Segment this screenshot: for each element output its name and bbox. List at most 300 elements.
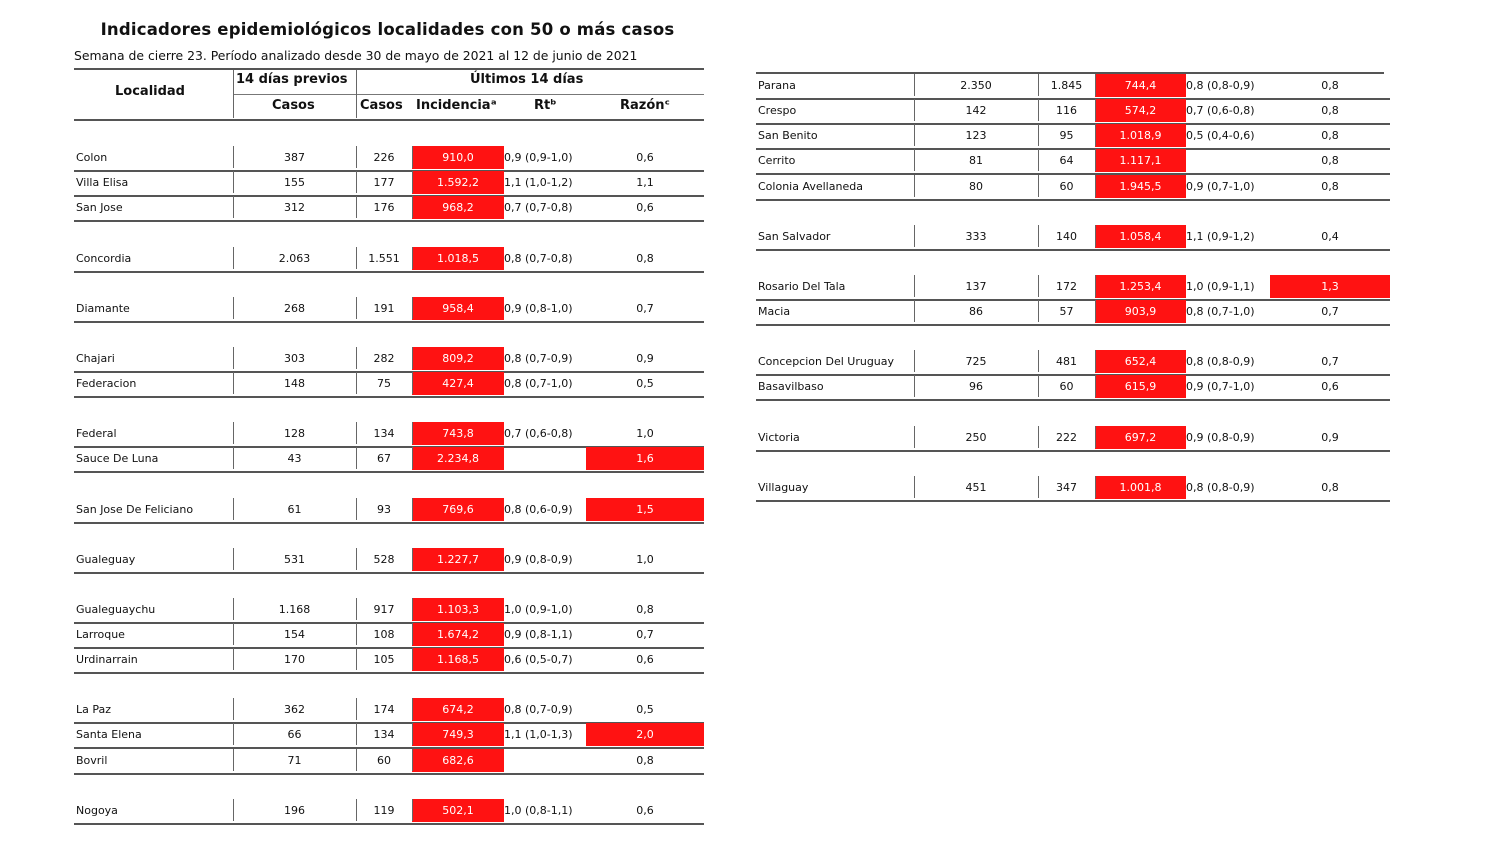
casos-previos-cell: 43: [287, 452, 302, 466]
column-divider: [412, 247, 413, 269]
razon-cell: 0,8: [1321, 179, 1339, 193]
razon-cell: 0,8: [636, 602, 654, 616]
casos-cell: 105: [373, 653, 395, 667]
localidad-cell: Sauce De Luna: [76, 452, 159, 466]
column-divider: [356, 623, 357, 645]
rt-cell: [504, 748, 586, 773]
localidad-cell: Colonia Avellaneda: [758, 179, 863, 193]
column-divider: [1095, 375, 1096, 397]
incidencia-cell: 744,4: [1095, 74, 1186, 97]
localidad-cell: Villa Elisa: [76, 176, 129, 190]
column-divider: [412, 548, 413, 570]
table-row: [756, 73, 1390, 98]
row-border: [74, 672, 704, 674]
column-divider: [356, 598, 357, 620]
column-divider: [356, 723, 357, 745]
incidencia-cell: 427,4: [412, 372, 504, 395]
rt-cell: 0,9 (0,8-1,0): [504, 301, 573, 315]
casos-cell: 282: [373, 351, 395, 365]
column-divider: [1038, 300, 1039, 322]
casos-previos-cell: 81: [969, 154, 983, 168]
row-border: [74, 396, 704, 398]
casos-previos-cell: 137: [965, 279, 987, 293]
header-casos-previos: Casos: [272, 98, 315, 113]
column-divider: [356, 372, 357, 394]
table-row: [74, 697, 704, 722]
rt-cell: 0,9 (0,7-1,0): [1186, 179, 1255, 193]
row-border: [74, 572, 704, 574]
casos-cell: 177: [373, 176, 395, 190]
casos-previos-cell: 148: [284, 377, 305, 390]
razon-cell: 0,7: [1321, 305, 1339, 318]
column-divider: [356, 698, 357, 720]
razon-cell: 2,0: [586, 723, 704, 746]
column-divider: [233, 749, 234, 771]
razon-cell: 1,6: [586, 447, 704, 470]
casos-cell: 222: [1056, 430, 1077, 444]
casos-cell: 67: [377, 452, 391, 466]
rt-cell: 0,9 (0,7-1,0): [1186, 380, 1255, 394]
table-row: [74, 798, 704, 823]
column-divider: [356, 498, 357, 520]
column-divider: [356, 347, 357, 369]
casos-previos-cell: 71: [287, 753, 302, 767]
header-ultimos-14-dias: Últimos 14 días: [470, 72, 584, 87]
column-divider: [233, 723, 234, 745]
table-title: Indicadores epidemiológicos localidades con 50 o más casos: [100, 20, 675, 39]
column-divider: [233, 598, 234, 620]
casos-previos-cell: 333: [965, 229, 987, 243]
row-border: [74, 321, 704, 323]
casos-cell: 176: [373, 201, 395, 215]
rt-cell: 0,9 (0,9-1,0): [504, 151, 573, 165]
localidad-cell: Colon: [76, 151, 108, 165]
column-divider: [412, 598, 413, 620]
column-divider: [914, 375, 915, 397]
incidencia-cell: 1.018,9: [1095, 124, 1186, 147]
table-row: [74, 246, 704, 271]
localidad-cell: Crespo: [758, 104, 797, 118]
rt-cell: 0,8 (0,7-1,0): [1186, 305, 1255, 318]
casos-cell: 116: [1056, 104, 1077, 118]
table-row: [74, 170, 704, 195]
casos-cell: 108: [373, 628, 395, 641]
incidencia-cell: 968,2: [412, 196, 504, 219]
table-row: [756, 349, 1390, 374]
table-row: [756, 475, 1390, 500]
casos-cell: 60: [377, 753, 391, 767]
rt-cell: 1,1 (0,9-1,2): [1186, 229, 1255, 243]
row-border: [74, 471, 704, 473]
rt-cell: 0,7 (0,6-0,8): [504, 427, 573, 441]
casos-cell: 134: [373, 427, 395, 441]
casos-previos-cell: 142: [965, 104, 987, 118]
table-row: [74, 346, 704, 371]
column-divider: [1095, 350, 1096, 372]
razon-cell: 0,5: [636, 377, 654, 390]
table-row: [756, 299, 1390, 324]
column-divider: [1095, 124, 1096, 146]
incidencia-cell: 697,2: [1095, 426, 1186, 449]
incidencia-cell: 1.674,2: [412, 623, 504, 646]
rt-cell: 0,9 (0,8-1,1): [504, 628, 573, 641]
razon-cell: 0,9: [1321, 430, 1339, 444]
localidad-cell: Cerrito: [758, 154, 796, 168]
casos-previos-cell: 451: [965, 480, 987, 494]
rt-cell: 0,8 (0,8-0,9): [1186, 79, 1255, 93]
razon-cell: 1,0: [636, 552, 654, 566]
localidad-cell: San Salvador: [758, 229, 831, 243]
casos-cell: 528: [373, 552, 395, 566]
casos-cell: 119: [373, 803, 395, 817]
rt-cell: 0,9 (0,8-0,9): [504, 552, 573, 566]
column-divider: [1038, 74, 1039, 96]
razon-cell: 0,6: [1321, 380, 1339, 394]
table-subtitle: Semana de cierre 23. Período analizado desde 30 de mayo de 2021 al 12 de junio de 2021: [74, 48, 638, 63]
column-divider: [1095, 275, 1096, 297]
column-divider: [914, 300, 915, 322]
casos-previos-cell: 1.168: [278, 602, 311, 616]
rt-cell: [1186, 148, 1270, 173]
razon-cell: 0,7: [636, 628, 654, 641]
incidencia-cell: 1.592,2: [412, 171, 504, 194]
razon-cell: 0,8: [1321, 154, 1339, 168]
incidencia-cell: 903,9: [1095, 300, 1186, 323]
localidad-cell: Federal: [76, 427, 117, 441]
table-row: [756, 174, 1390, 199]
row-border: [756, 199, 1390, 201]
razon-cell: 0,6: [636, 803, 654, 817]
incidencia-cell: 2.234,8: [412, 447, 504, 470]
casos-previos-cell: 531: [284, 552, 305, 566]
casos-cell: 134: [373, 728, 395, 742]
rt-cell: 0,8 (0,7-1,0): [504, 377, 573, 390]
table-row: [74, 547, 704, 572]
table-row: [74, 748, 704, 773]
column-divider: [914, 124, 915, 146]
casos-previos-cell: 86: [969, 305, 983, 318]
column-divider: [914, 476, 915, 498]
column-divider: [356, 447, 357, 469]
razon-cell: 0,8: [1321, 480, 1339, 494]
row-border: [756, 450, 1390, 452]
rt-cell: 1,0 (0,9-1,0): [504, 602, 573, 616]
column-divider: [914, 350, 915, 372]
incidencia-cell: 674,2: [412, 698, 504, 721]
column-divider: [412, 749, 413, 771]
casos-cell: 60: [1059, 380, 1074, 394]
casos-cell: 57: [1059, 305, 1074, 318]
column-divider: [356, 422, 357, 444]
column-divider: [412, 723, 413, 745]
column-divider: [1038, 99, 1039, 121]
row-border: [74, 823, 704, 825]
localidad-cell: San Jose De Feliciano: [76, 502, 194, 516]
casos-previos-cell: 312: [284, 201, 305, 215]
column-divider: [914, 175, 915, 197]
localidad-cell: Parana: [758, 79, 796, 93]
table-row: [74, 296, 704, 321]
razon-cell: 0,8: [1321, 129, 1339, 143]
table-row: [74, 597, 704, 622]
column-divider: [412, 347, 413, 369]
razon-cell: 0,7: [636, 301, 654, 315]
column-divider: [1095, 426, 1096, 448]
column-divider: [1038, 275, 1039, 297]
casos-previos-cell: 170: [284, 653, 305, 667]
column-divider: [412, 623, 413, 645]
localidad-cell: Victoria: [758, 430, 800, 444]
column-divider: [1095, 225, 1096, 247]
table-row: [74, 195, 704, 220]
column-divider: [233, 498, 234, 520]
column-divider: [233, 171, 234, 193]
razon-cell: 1,5: [586, 498, 704, 521]
rt-cell: 0,8 (0,7-0,8): [504, 251, 573, 265]
localidad-cell: Diamante: [76, 301, 130, 315]
row-border: [756, 249, 1390, 251]
rt-cell: 0,8 (0,8-0,9): [1186, 355, 1255, 369]
incidencia-cell: 910,0: [412, 146, 504, 169]
column-divider: [356, 799, 357, 821]
column-divider: [1038, 124, 1039, 146]
localidad-cell: La Paz: [76, 703, 112, 717]
casos-previos-cell: 387: [284, 151, 305, 165]
localidad-cell: Concepcion Del Uruguay: [758, 355, 895, 369]
rt-cell: 0,8 (0,8-0,9): [1186, 480, 1255, 494]
rt-cell: [504, 446, 586, 471]
razon-cell: 0,6: [636, 151, 654, 165]
localidad-cell: Nogoya: [76, 803, 118, 817]
table-row: [74, 622, 704, 647]
incidencia-cell: 1.227,7: [412, 548, 504, 571]
column-divider: [1095, 74, 1096, 96]
rt-cell: 0,6 (0,5-0,7): [504, 653, 573, 667]
column-divider: [914, 74, 915, 96]
rt-cell: 0,9 (0,8-0,9): [1186, 430, 1255, 444]
localidad-cell: Larroque: [76, 628, 125, 641]
column-divider: [914, 426, 915, 448]
column-divider: [233, 447, 234, 469]
header-casos: Casos: [360, 98, 403, 113]
casos-previos-cell: 250: [965, 430, 987, 444]
casos-cell: 481: [1056, 355, 1077, 369]
column-divider: [1095, 99, 1096, 121]
column-divider: [412, 698, 413, 720]
table-row: [74, 421, 704, 446]
header-rt: Rtᵇ: [534, 98, 557, 113]
localidad-cell: Gualeguay: [76, 552, 136, 566]
table-row: [756, 98, 1390, 123]
table-row: [74, 497, 704, 522]
incidencia-cell: 749,3: [412, 723, 504, 746]
localidad-cell: Urdinarrain: [76, 653, 138, 667]
casos-cell: 1.845: [1050, 79, 1083, 93]
column-divider: [233, 247, 234, 269]
casos-cell: 172: [1056, 279, 1077, 293]
table-row: [74, 647, 704, 672]
casos-cell: 191: [373, 301, 395, 315]
localidad-cell: San Benito: [758, 129, 818, 143]
table-row: [756, 123, 1390, 148]
column-divider: [233, 548, 234, 570]
column-divider: [914, 225, 915, 247]
column-divider: [356, 648, 357, 670]
incidencia-cell: 809,2: [412, 347, 504, 370]
table-row: [74, 722, 704, 747]
casos-previos-cell: 725: [965, 355, 987, 369]
column-divider: [914, 275, 915, 297]
header-14-dias-previos: 14 días previos: [236, 72, 348, 87]
razon-cell: 0,4: [1321, 229, 1339, 243]
razon-cell: 0,8: [636, 753, 654, 767]
row-border: [756, 399, 1390, 401]
rt-cell: 1,1 (1,0-1,3): [504, 728, 573, 742]
column-divider: [412, 799, 413, 821]
table-row: [756, 224, 1390, 249]
rt-cell: 1,0 (0,8-1,1): [504, 803, 573, 817]
column-divider: [233, 422, 234, 444]
column-divider: [1038, 426, 1039, 448]
incidencia-cell: 1.103,3: [412, 598, 504, 621]
casos-cell: 1.551: [368, 251, 400, 265]
razon-cell: 0,7: [1321, 355, 1339, 369]
table-row: [74, 371, 704, 396]
razon-cell: 1,3: [1270, 275, 1390, 298]
incidencia-cell: 769,6: [412, 498, 504, 521]
rt-cell: 0,7 (0,6-0,8): [1186, 104, 1255, 118]
casos-previos-cell: 303: [284, 351, 305, 365]
casos-previos-cell: 154: [284, 628, 305, 641]
column-divider: [356, 548, 357, 570]
table-row: [756, 425, 1390, 450]
column-divider: [233, 799, 234, 821]
column-divider: [233, 648, 234, 670]
column-divider: [914, 149, 915, 171]
casos-cell: 95: [1059, 129, 1074, 143]
header-incidencia: Incidenciaᵃ: [416, 98, 497, 113]
column-divider: [412, 447, 413, 469]
razon-cell: 1,0: [636, 427, 654, 441]
header-razon: Razónᶜ: [620, 98, 670, 113]
row-border: [756, 500, 1390, 502]
column-divider: [1095, 175, 1096, 197]
casos-previos-cell: 196: [284, 803, 305, 817]
column-divider: [233, 146, 234, 168]
casos-previos-cell: 268: [284, 301, 305, 315]
razon-cell: 0,6: [636, 201, 654, 215]
casos-previos-cell: 155: [284, 176, 305, 190]
column-divider: [412, 498, 413, 520]
localidad-cell: Gualeguaychu: [76, 602, 156, 616]
rt-cell: 1,0 (0,9-1,1): [1186, 279, 1255, 293]
incidencia-cell: 1.253,4: [1095, 275, 1186, 298]
casos-cell: 75: [377, 377, 391, 390]
column-divider: [412, 297, 413, 319]
column-divider: [412, 372, 413, 394]
table-row: [756, 148, 1390, 173]
column-divider: [1038, 350, 1039, 372]
column-divider: [1038, 476, 1039, 498]
casos-cell: 60: [1059, 179, 1074, 193]
column-divider: [412, 422, 413, 444]
row-border: [74, 220, 704, 222]
casos-cell: 64: [1059, 154, 1074, 168]
razon-cell: 1,1: [636, 176, 654, 190]
column-divider: [356, 297, 357, 319]
incidencia-cell: 502,1: [412, 799, 504, 822]
column-divider: [233, 347, 234, 369]
localidad-cell: Chajari: [76, 351, 115, 365]
incidencia-cell: 743,8: [412, 422, 504, 445]
incidencia-cell: 682,6: [412, 749, 504, 772]
column-divider: [356, 749, 357, 771]
rt-cell: 0,5 (0,4-0,6): [1186, 129, 1255, 143]
casos-previos-cell: 362: [284, 703, 305, 717]
header-localidad: Localidad: [115, 84, 185, 99]
table-row: [756, 374, 1390, 399]
row-border: [74, 271, 704, 273]
column-divider: [412, 146, 413, 168]
column-divider: [1038, 225, 1039, 247]
casos-cell: 917: [373, 602, 395, 616]
column-divider: [356, 247, 357, 269]
localidad-cell: San Jose: [76, 201, 123, 215]
razon-cell: 0,5: [636, 703, 654, 717]
column-divider: [356, 196, 357, 218]
column-divider: [1095, 149, 1096, 171]
incidencia-cell: 958,4: [412, 297, 504, 320]
rt-cell: 0,8 (0,7-0,9): [504, 351, 573, 365]
casos-previos-cell: 2.063: [278, 251, 311, 265]
row-border: [74, 522, 704, 524]
casos-cell: 347: [1056, 480, 1077, 494]
razon-cell: 0,9: [636, 351, 654, 365]
localidad-cell: Bovril: [76, 753, 108, 767]
incidencia-cell: 652,4: [1095, 350, 1186, 373]
localidad-cell: Rosario Del Tala: [758, 279, 846, 293]
casos-previos-cell: 2.350: [960, 79, 992, 93]
localidad-cell: Basavilbaso: [758, 380, 824, 394]
casos-previos-cell: 61: [287, 502, 302, 516]
column-divider: [1038, 375, 1039, 397]
incidencia-cell: 1.117,1: [1095, 149, 1186, 172]
casos-cell: 226: [373, 151, 395, 165]
casos-previos-cell: 123: [965, 129, 987, 143]
incidencia-cell: 574,2: [1095, 99, 1186, 122]
casos-previos-cell: 96: [969, 380, 983, 394]
column-divider: [412, 648, 413, 670]
razon-cell: 0,8: [636, 251, 654, 265]
incidencia-cell: 1.168,5: [412, 648, 504, 671]
razon-cell: 0,8: [1321, 104, 1339, 118]
column-divider: [356, 146, 357, 168]
localidad-cell: Federacion: [76, 377, 137, 390]
razon-cell: 0,8: [1321, 79, 1339, 93]
incidencia-cell: 615,9: [1095, 375, 1186, 398]
row-border: [756, 324, 1390, 326]
column-divider: [233, 372, 234, 394]
column-divider: [1095, 300, 1096, 322]
row-border: [74, 773, 704, 775]
right-table-top-border: [756, 72, 1384, 74]
column-divider: [356, 171, 357, 193]
column-divider: [233, 297, 234, 319]
localidad-cell: Concordia: [76, 251, 132, 265]
column-divider: [233, 196, 234, 218]
casos-previos-cell: 128: [284, 427, 305, 441]
razon-cell: 0,6: [636, 653, 654, 667]
